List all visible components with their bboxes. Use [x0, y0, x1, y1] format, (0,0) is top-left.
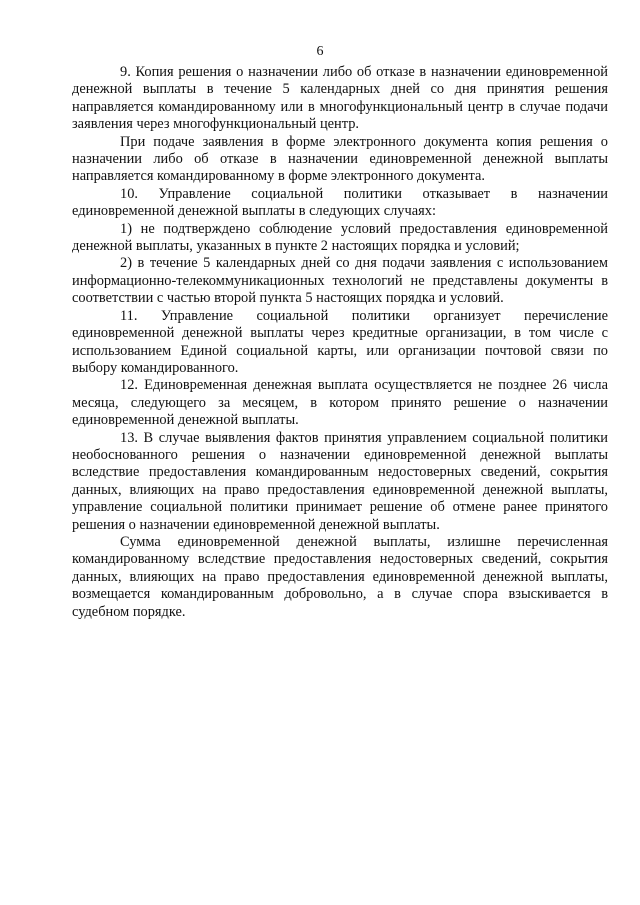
paragraph-electronic-document: При подаче заявления в форме электронного документа копия решения о назначении либо об отказе в назначении единовременной денежной выплаты направляется командированному в форме электронного документа.	[72, 133, 608, 185]
paragraph-10-refusal-cases: 10. Управление социальной политики отказывает в назначении единовременной денежной выплаты в следующих случаях:	[72, 185, 608, 220]
document-body	[72, 64, 608, 621]
paragraph-12-payment-deadline: 12. Единовременная денежная выплата осуществляется не позднее 26 числа месяца, следующего за месяцем, в котором принято решение о назначении единовременной денежной выплаты.	[72, 377, 608, 429]
paragraph-9-copy-of-decision: 9. Копия решения о назначении либо об отказе в назначении единовременной денежной выплаты в течение 5 календарных дней со дня принятия решения направляется командированному или в многофункциональный центр в случае подачи заявления через многофункциональный центр.	[72, 64, 608, 133]
refusal-case-1: 1) не подтверждено соблюдение условий предоставления единовременной денежной выплаты, указанных в пункте 2 настоящих порядка и условий;	[72, 220, 608, 255]
paragraph-11-transfer: 11. Управление социальной политики организует перечисление единовременной денежной выплаты через кредитные организации, в том числе с использованием Единой социальной карты, или организации почтовой связи по выбору командированного.	[72, 307, 608, 376]
paragraph-13-cancellation: 13. В случае выявления фактов принятия управлением социальной политики необоснованного решения о назначении единовременной денежной выплаты вследствие предоставления командированным недостоверных сведений, сокрытия данных, влияющих на право предоставления единовременной денежной выплаты, управление социальной политики принимает решение об отмене ранее принятого решения о назначении единовременной денежной выплаты.	[72, 429, 608, 533]
refusal-case-2: 2) в течение 5 календарных дней со дня подачи заявления с использованием информационно-телекоммуникационных технологий не представлены документы в соответствии с частью второй пункта 5 настоящих порядка и условий.	[72, 255, 608, 307]
page-number: 6	[316, 44, 324, 59]
paragraph-overpayment-refund: Сумма единовременной денежной выплаты, излишне перечисленная командированному вследствие предоставления недостоверных сведений, сокрытия данных, влияющих на право предоставления единовременной денежной выплаты, возмещается командированным добровольно, а в случае спора взыскивается в судебном порядке.	[72, 533, 608, 620]
